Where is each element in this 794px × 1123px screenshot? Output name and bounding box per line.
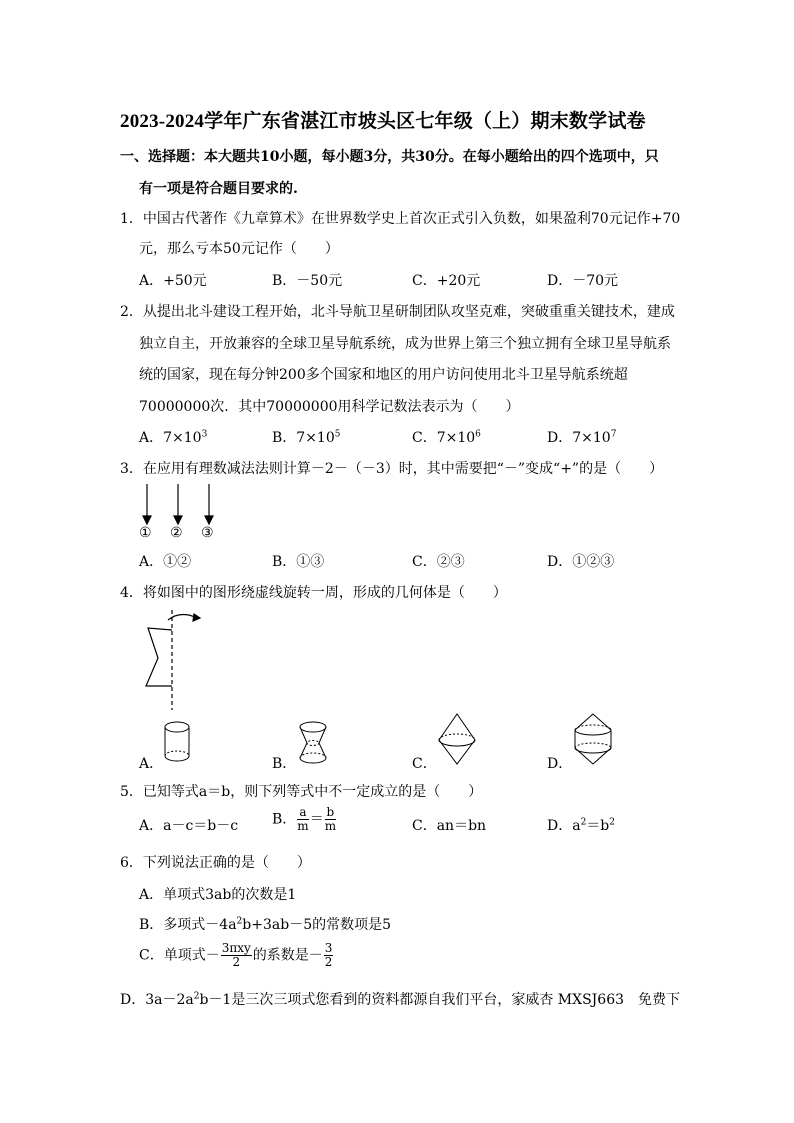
q5-option-b: B． $\frac{a}{m}$ ＝ $\frac{b}{m}$ bbox=[272, 805, 337, 833]
q3-marker-1: ① bbox=[139, 525, 152, 541]
q5-option-d: D．$a^2=b^2$ bbox=[547, 817, 616, 834]
q1-line2: 元，那么亏本50元记作（ ） bbox=[139, 241, 339, 257]
q3-option-d: D．①②③ bbox=[547, 554, 615, 570]
section-header-line1: 一、选择题：本大题共10小题，每小题3分，共30分。在每小题给出的四个选项中，只 bbox=[120, 149, 659, 165]
q4-option-d: D． bbox=[547, 756, 573, 772]
double-cone-icon bbox=[436, 712, 480, 768]
section-header-line2: 有一项是符合题目要求的. bbox=[139, 181, 298, 197]
q6-option-a: A．单项式3ab的次数是1 bbox=[139, 887, 297, 903]
q3-marker-3: ③ bbox=[201, 525, 214, 541]
cylinder-icon bbox=[160, 718, 196, 768]
q4-line1: 4．将如图中的图形绕虚线旋转一周，形成的几何体是（ ） bbox=[120, 585, 507, 601]
q2-line4: 70000000次．其中70000000用科学记数法表示为（ ） bbox=[139, 399, 520, 415]
q3-arrows-figure bbox=[138, 484, 228, 526]
q4-option-a: A． bbox=[139, 756, 164, 772]
q3-marker-2: ② bbox=[170, 525, 183, 541]
q1-option-a: A．+50元 bbox=[139, 273, 207, 289]
q5-option-a: A．a－c＝b－c bbox=[139, 818, 239, 834]
q2-option-b: B．$7\times 10^5$ bbox=[272, 429, 341, 446]
q4-option-c: C． bbox=[412, 756, 437, 772]
q1-option-d: D．－70元 bbox=[547, 273, 619, 289]
q5-line1: 5．已知等式a＝b，则下列等式中不一定成立的是（ ） bbox=[120, 784, 483, 800]
q2-line3: 统的国家，现在每分钟200多个国家和地区的用户访问使用北斗卫星导航系统超 bbox=[139, 367, 628, 383]
q5-option-c: C．an＝bn bbox=[412, 818, 487, 834]
q2-option-c: C．$7\times 10^6$ bbox=[412, 429, 481, 446]
q6-option-b: B．多项式$-4a^2b+3ab-5$的常数项是5 bbox=[139, 916, 392, 933]
q4-option-b: B． bbox=[272, 756, 297, 772]
q4-rotation-figure bbox=[138, 610, 208, 710]
q2-line1: 2．从提出北斗建设工程开始，北斗导航卫星研制团队攻坚克难，突破重重关键技术，建成 bbox=[120, 304, 675, 320]
q2-option-d: D．$7\times 10^7$ bbox=[547, 429, 617, 446]
hourglass-solid-icon bbox=[296, 718, 332, 768]
q3-option-a: A．①② bbox=[139, 554, 192, 570]
q1-option-b: B．－50元 bbox=[272, 273, 343, 289]
q3-option-b: B．①③ bbox=[272, 554, 325, 570]
q1-option-c: C．+20元 bbox=[412, 273, 481, 289]
q3-line1: 3．在应用有理数减法法则计算－2－（－3）时，其中需要把“－”变成“+”的是（ ） bbox=[120, 461, 664, 477]
q6-option-c: C．单项式－ $\frac{\text{3πxy}}{2}$ 的系数是－ $\frac{3}{2}$ bbox=[139, 941, 333, 969]
page-title: 2023-2024学年广东省湛江市坡头区七年级（上）期末数学试卷 bbox=[120, 111, 646, 132]
cone-cylinder-cone-icon bbox=[572, 712, 616, 768]
q6-option-d: D．$3a-2a^2b-1$是三次三项式您看到的资料都源自我们平台，家威杏 MXSJ663 免费下 bbox=[120, 991, 681, 1008]
q2-option-a: A．$7\times 10^3$ bbox=[139, 429, 208, 446]
q1-line1: 1．中国古代著作《九章算术》在世界数学史上首次正式引入负数，如果盈利70元记作+70 bbox=[120, 211, 681, 227]
q2-line2: 独立自主，开放兼容的全球卫星导航系统，成为世界上第三个独立拥有全球卫星导航系 bbox=[139, 336, 671, 352]
q6-line1: 6．下列说法正确的是（ ） bbox=[120, 855, 311, 871]
q3-option-c: C．②③ bbox=[412, 554, 465, 570]
